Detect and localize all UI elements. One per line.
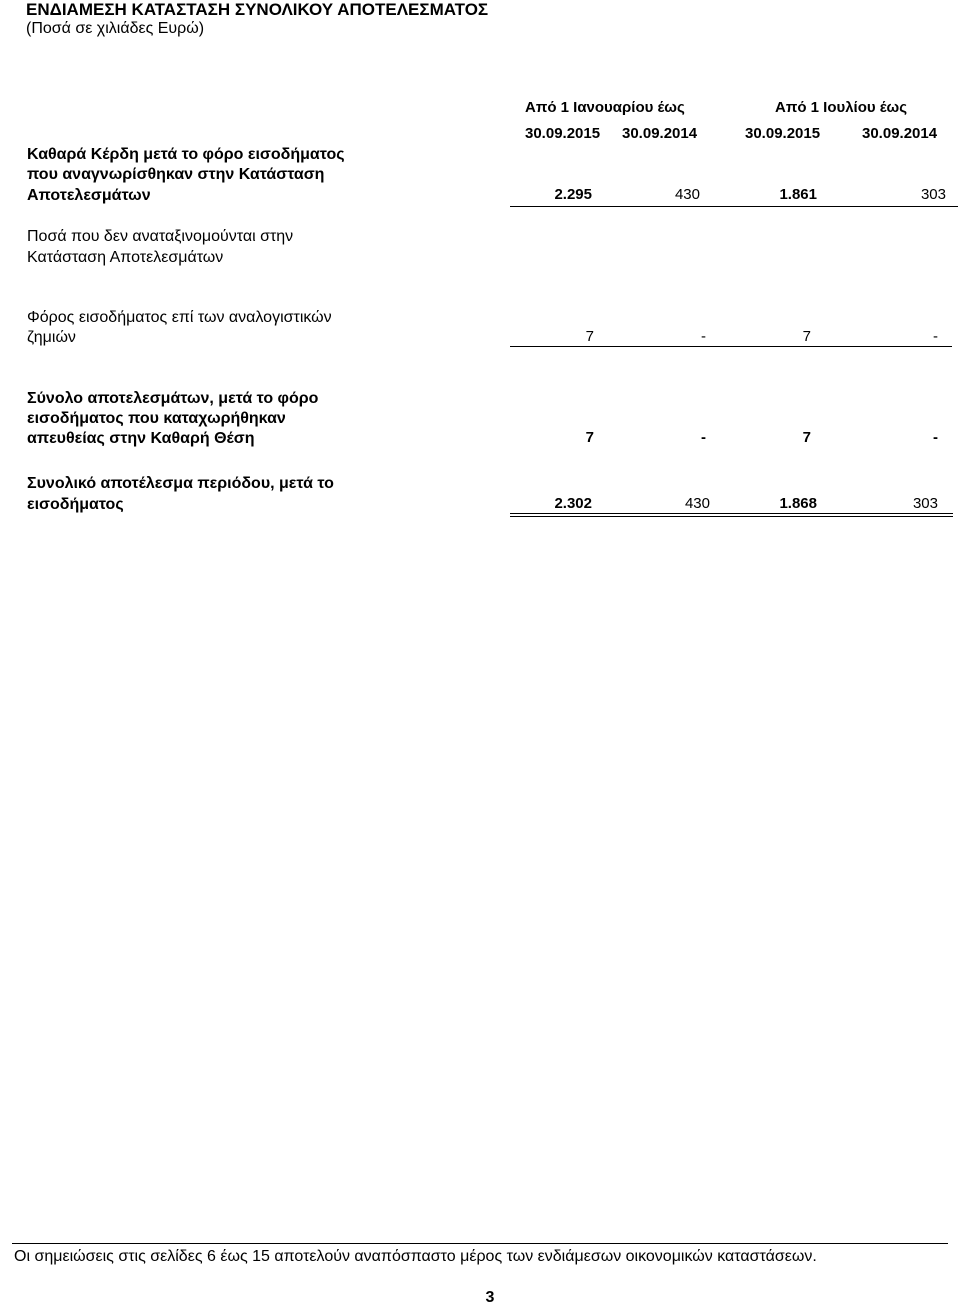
footnote: Οι σημειώσεις στις σελίδες 6 έως 15 αποτελούν αναπόσπαστο μέρος των ενδιάμεσων οικονομικών καταστάσεων. bbox=[14, 1248, 817, 1265]
row-label-line: Αποτελεσμάτων bbox=[27, 187, 151, 204]
row-label-line: Σύνολο αποτελεσμάτων, μετά το φόρο bbox=[27, 390, 319, 407]
row-value-q3-2014: - bbox=[933, 328, 938, 345]
column-date-3: 30.09.2015 bbox=[745, 125, 821, 142]
row-label-line: εισοδήματος που καταχωρήθηκαν bbox=[27, 410, 286, 427]
page-title: ΕΝΔΙΑΜΕΣΗ ΚΑΤΑΣΤΑΣΗ ΣΥΝΟΛΙΚΟΥ ΑΠΟΤΕΛΕΣΜΑΤΟΣ bbox=[26, 0, 489, 19]
row-value-ytd-2015: 7 bbox=[585, 328, 594, 345]
row-value-q3-2014: - bbox=[933, 429, 938, 446]
page-subtitle: (Ποσά σε χιλιάδες Ευρώ) bbox=[26, 20, 205, 37]
row-value-q3-2015: 7 bbox=[802, 429, 811, 446]
row-value-ytd-2015: 2.302 bbox=[554, 495, 592, 512]
underline-rule bbox=[510, 206, 958, 207]
underline-rule bbox=[510, 346, 952, 347]
column-date-2: 30.09.2014 bbox=[622, 125, 698, 142]
row-value-q3-2015: 7 bbox=[802, 328, 811, 345]
row-label-line: που αναγνωρίσθηκαν στην Κατάσταση bbox=[27, 166, 325, 183]
row-label-line: Κατάσταση Αποτελεσμάτων bbox=[27, 249, 224, 266]
column-group-ytd: Από 1 Ιανουαρίου έως bbox=[525, 99, 685, 116]
row-value-ytd-2014: - bbox=[701, 328, 706, 345]
footer-divider bbox=[12, 1243, 948, 1244]
double-underline-rule bbox=[510, 513, 953, 517]
column-date-1: 30.09.2015 bbox=[525, 125, 601, 142]
row-label-line: Συνολικό αποτέλεσμα περιόδου, μετά το bbox=[27, 475, 334, 492]
row-value-q3-2014: 303 bbox=[912, 495, 938, 512]
row-value-ytd-2014: - bbox=[701, 429, 706, 446]
row-value-ytd-2015: 7 bbox=[585, 429, 594, 446]
row-value-ytd-2015: 2.295 bbox=[554, 186, 592, 203]
column-date-4: 30.09.2014 bbox=[862, 125, 938, 142]
row-label-line: Καθαρά Κέρδη μετά το φόρο εισοδήματος bbox=[27, 146, 345, 163]
page-number: 3 bbox=[485, 1289, 495, 1306]
row-label-line: Ποσά που δεν αναταξινομούνται στην bbox=[27, 228, 294, 245]
row-label-line: απευθείας στην Καθαρή Θέση bbox=[27, 430, 255, 447]
row-label-line: Φόρος εισοδήματος επί των αναλογιστικών bbox=[27, 309, 332, 326]
row-value-ytd-2014: 430 bbox=[674, 186, 700, 203]
row-label-line: εισοδήματος bbox=[27, 496, 124, 513]
row-value-ytd-2014: 430 bbox=[684, 495, 710, 512]
row-label-line: ζημιών bbox=[27, 329, 76, 346]
row-value-q3-2014: 303 bbox=[920, 186, 946, 203]
row-value-q3-2015: 1.861 bbox=[779, 186, 817, 203]
column-group-quarter: Από 1 Ιουλίου έως bbox=[775, 99, 908, 116]
row-value-q3-2015: 1.868 bbox=[779, 495, 817, 512]
